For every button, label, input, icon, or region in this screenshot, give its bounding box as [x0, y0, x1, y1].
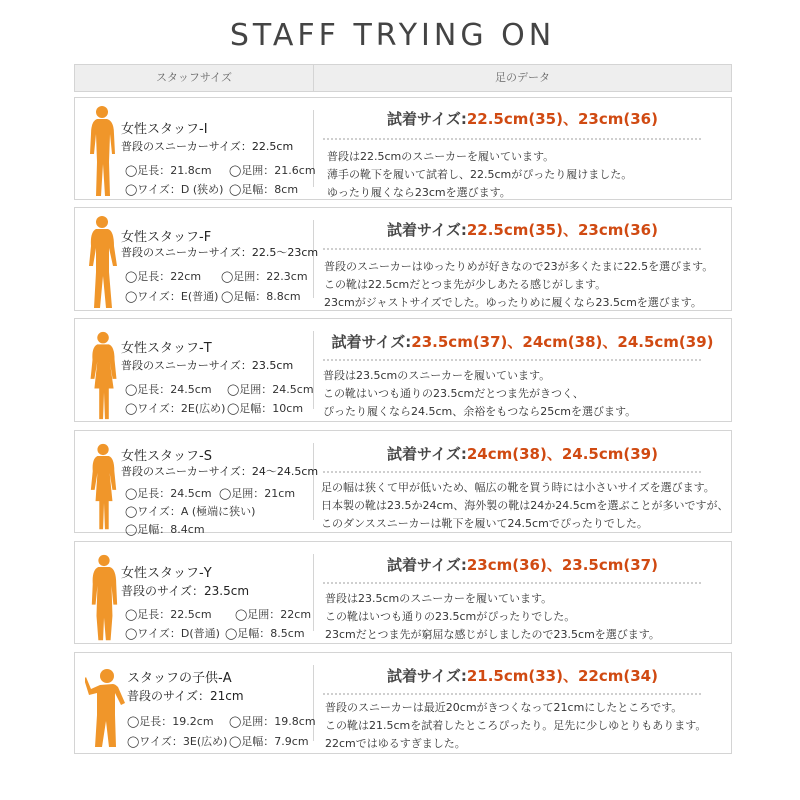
foot-wise: ◯ワイズ：3E(広め) [127, 735, 228, 748]
dotted-divider [323, 693, 701, 695]
tried-size [314, 219, 731, 240]
staff-name: 女性スタッフ-Y [121, 566, 212, 581]
foot-girth: ◯足囲：22.3cm [221, 270, 308, 283]
note-line: 薄手の靴下を履いて試着し、22.5cmがぴったり履けました。 [327, 168, 633, 181]
note-line: ぴったり履くなら24.5cm、余裕をもつなら25cmを選びます。 [323, 405, 637, 418]
woman-silhouette-icon [87, 552, 121, 644]
note-line: 普段は22.5cmのスニーカーを履いています。 [327, 150, 555, 163]
staff-name: 女性スタッフ-S [121, 449, 212, 464]
tried-size-label: 試着サイズ: [387, 667, 467, 685]
child-silhouette-icon [85, 667, 127, 751]
foot-width: ◯足幅：10cm [227, 402, 304, 415]
foot-length: ◯足長：21.8cm [125, 164, 212, 177]
header-staff-size: スタッフサイズ [75, 65, 314, 91]
tried-size-values: 22.5cm(35)、23cm(36) [466, 110, 658, 128]
foot-girth: ◯足囲：19.8cm [229, 715, 316, 728]
foot-length: ◯足長：22.5cm [125, 608, 212, 621]
staff-name: 女性スタッフ-F [121, 230, 212, 245]
note-line: ゆったり履くなら23cmを選びます。 [327, 186, 511, 199]
tried-size-label: 試着サイズ: [387, 221, 467, 239]
usual-size: 普段のスニーカーサイズ：22.5cm [121, 140, 294, 153]
note-line: この靴はいつも通りの23.5cmだとつま先がきつく、 [323, 387, 584, 400]
woman-silhouette-icon [87, 214, 121, 312]
usual-size: 普段のスニーカーサイズ：22.5〜23cm [121, 246, 319, 259]
woman-silhouette-icon [87, 104, 121, 202]
dotted-divider [323, 138, 701, 140]
staff-size-table [74, 64, 732, 750]
tried-size-values: 22.5cm(35)、23cm(36) [466, 221, 658, 239]
usual-size: 普段のサイズ：23.5cm [121, 584, 250, 598]
foot-length: ◯足長：22cm [125, 270, 202, 283]
note-line: この靴は21.5cmを試着したところぴったり。足先に少しゆとりもあります。 [325, 719, 707, 732]
staff-row-s [74, 430, 732, 536]
tried-size [314, 331, 731, 352]
woman-silhouette-icon [87, 329, 121, 423]
note-line: この靴はいつも通りの23.5cmがぴったりでした。 [325, 610, 576, 623]
tried-size-values: 21.5cm(33)、22cm(34) [466, 667, 658, 685]
note-line: 23cmだとつま先が窮屈な感じがしましたので23.5cmを選びます。 [325, 628, 660, 641]
header-foot-data: 足のデータ [495, 71, 550, 84]
usual-size: 普段のスニーカーサイズ：23.5cm [121, 359, 294, 372]
woman-silhouette-icon [87, 329, 121, 423]
woman-silhouette-icon [87, 441, 121, 533]
foot-wise: ◯ワイズ：E(普通) [125, 290, 219, 303]
foot-length: ◯足長：24.5cm [125, 487, 212, 500]
note-line: 普段のスニーカーはゆったりめが好きなので23が多くたまに22.5を選びます。 [324, 260, 714, 273]
foot-width: ◯足幅：8.4cm [125, 523, 205, 536]
tried-size [314, 108, 731, 129]
page-title: STAFF TRYING ON [229, 18, 556, 53]
note-line: 日本製の靴は23.5か24cm、海外製の靴は24か24.5cmを選ぶことが多いですが、 [321, 499, 729, 512]
note-line: 普段は23.5cmのスニーカーを履いています。 [325, 592, 553, 605]
foot-length: ◯足長：19.2cm [127, 715, 214, 728]
foot-width: ◯足幅：8.8cm [221, 290, 301, 303]
foot-length: ◯足長：24.5cm [125, 383, 212, 396]
table-header [74, 64, 732, 92]
foot-girth: ◯足囲：24.5cm [227, 383, 314, 396]
dotted-divider [323, 582, 701, 584]
dotted-divider [323, 471, 701, 473]
tried-size-label: 試着サイズ: [387, 556, 467, 574]
foot-width: ◯足幅：8.5cm [225, 627, 305, 640]
note-line: 足の幅は狭くて甲が低いため、幅広の靴を買う時には小さいサイズを選びます。 [321, 481, 715, 494]
woman-silhouette-icon [87, 552, 121, 644]
tried-size [314, 665, 731, 686]
note-line: 23cmがジャストサイズでした。ゆったりめに履くなら23.5cmを選びます。 [324, 296, 702, 309]
staff-row-i [74, 97, 732, 200]
note-line: この靴は22.5cmだとつま先が少しあたる感じがします。 [324, 278, 607, 291]
note-line: このダンススニーカーは靴下を履いて24.5cmでぴったりでした。 [321, 517, 648, 530]
foot-wise: ◯ワイズ：D(普通) [125, 627, 220, 640]
tried-size [314, 443, 731, 464]
tried-size-values: 24cm(38)、24.5cm(39) [466, 445, 658, 463]
woman-silhouette-icon [87, 104, 121, 202]
tried-size [314, 554, 731, 575]
staff-row-child-a [74, 652, 732, 754]
tried-size-label: 試着サイズ: [331, 333, 412, 351]
foot-width: ◯足幅：7.9cm [229, 735, 309, 748]
tried-size-label: 試着サイズ: [387, 110, 467, 128]
foot-girth: ◯足囲：22cm [235, 608, 312, 621]
foot-wise: ◯ワイズ：2E(広め) [125, 402, 226, 415]
usual-size: 普段のスニーカーサイズ：24〜24.5cm [121, 465, 319, 478]
tried-size-label: 試着サイズ: [387, 445, 467, 463]
dotted-divider [323, 248, 701, 250]
staff-name: 女性スタッフ-I [121, 122, 208, 137]
woman-silhouette-icon [87, 214, 121, 312]
staff-name: 女性スタッフ-T [121, 341, 212, 356]
usual-size: 普段のサイズ：21cm [127, 689, 244, 703]
tried-size-values: 23cm(36)、23.5cm(37) [466, 556, 658, 574]
tried-size-values: 23.5cm(37)、24cm(38)、24.5cm(39) [411, 333, 714, 351]
staff-row-f [74, 207, 732, 311]
child-silhouette-icon [85, 667, 127, 751]
foot-girth: ◯足囲：21.6cm [229, 164, 316, 177]
staff-row-t [74, 318, 732, 422]
staff-name: スタッフの子供-A [127, 671, 232, 686]
foot-wise: ◯ワイズ：A (極端に狭い) [125, 505, 256, 518]
dotted-divider [323, 359, 701, 361]
foot-width: ◯足幅：8cm [229, 183, 299, 196]
staff-row-y [74, 541, 732, 644]
note-line: 普段のスニーカーは最近20cmがきつくなって21cmにしたところです。 [325, 701, 683, 714]
note-line: 普段は23.5cmのスニーカーを履いています。 [323, 369, 551, 382]
note-line: 22cmではゆるすぎました。 [325, 737, 466, 750]
foot-girth: ◯足囲：21cm [219, 487, 296, 500]
woman-silhouette-icon [87, 441, 121, 533]
foot-wise: ◯ワイズ：D (狭め) [125, 183, 224, 196]
